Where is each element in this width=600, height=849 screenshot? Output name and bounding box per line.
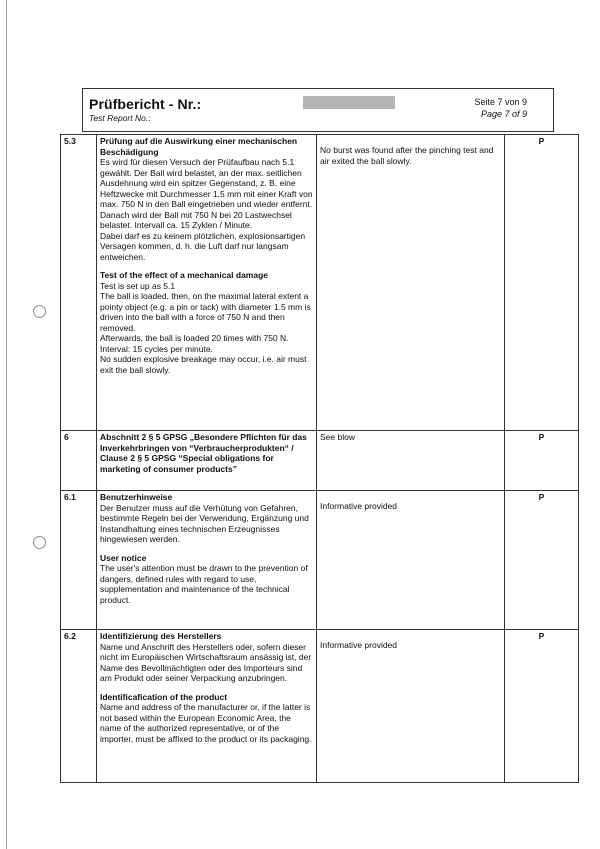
page-number-en: Page 7 of 9 bbox=[480, 109, 527, 119]
requirement-heading-en: User notice bbox=[100, 552, 147, 563]
requirement-heading-en: Identificafication of the product bbox=[100, 691, 228, 702]
table-row bbox=[61, 431, 579, 491]
result-text: Informative provided bbox=[317, 630, 505, 783]
requirement-text-en: The user's attention must be drawn to the prevention of dangers, defined rules with regard to use, supplementation and maintenance of the technical product. bbox=[100, 563, 308, 605]
requirement-text-en: The ball is loaded, then, on the maximal lateral extent a pointy object (e.g. a pin or tack) with diameter 1.5 mm is driven into the ball with a force of 750 N and then removed. bbox=[100, 291, 311, 333]
requirement-heading-de: Identifizierung des Herstellers bbox=[100, 631, 222, 641]
verdict: P bbox=[505, 630, 579, 783]
requirement-heading-en: Test of the effect of a mechanical damage bbox=[100, 270, 268, 280]
punch-hole-top bbox=[33, 305, 46, 318]
table-row bbox=[61, 630, 579, 783]
requirement-text-de: gewählt. Der Ball wird belastet, an der max. seitlichen Ausdehnung wird ein spitzer Gegenstand, z. B. eine Heftzwecke mit Durchmesser 1,5 mm mit einer Kraft von max. 750 N in den Ball eingetrieben und wieder entfernt. Danach wird der Ball mit 750 N bei 20 Lastwechsel belastet. Intervall ca. 15 Zyklen / Minute. bbox=[100, 167, 313, 230]
result-text: No burst was found after the pinching test and air exited the ball slowly. bbox=[317, 135, 505, 431]
clause-number: 6.1 bbox=[61, 491, 97, 630]
requirement-cell bbox=[97, 630, 317, 783]
table-row bbox=[61, 491, 579, 630]
requirement-text-en: Name and address of the manufacturer or, if the latter is not based within the European Economic Area, the name of the authorized representative, or of the importer, must be affixed to the product or its packaging. bbox=[100, 702, 312, 744]
table-row bbox=[61, 135, 579, 431]
verdict: P bbox=[505, 135, 579, 431]
requirement-text-de: Der Benutzer muss auf die Verhütung von Gefahren, bestimmte Regeln bei der Verwendung, Ergänzung und Instandhaltung eines technischen Erzeugnisses hingewiesen werden. bbox=[100, 502, 309, 544]
punch-hole-bottom bbox=[33, 536, 46, 549]
requirement-text-en: Afterwards, the ball is loaded 20 times with 750 N. Interval: 15 cycles per minute. bbox=[100, 333, 289, 354]
report-title: Prüfbericht - Nr.: bbox=[89, 96, 202, 112]
report-table bbox=[60, 134, 579, 783]
requirement-text-de: Es wird für diesen Versuch der Prüfaufbau nach 5.1 bbox=[100, 157, 295, 167]
requirement-text-de: Dabei darf es zu keinem plötzlichen, explosionsartigen Versagen kommen, d. h. die Luft darf nur langsam entweichen. bbox=[100, 230, 306, 262]
report-header bbox=[82, 88, 554, 132]
clause-number: 6.2 bbox=[61, 630, 97, 783]
clause-number: 5.3 bbox=[61, 135, 97, 431]
result-text: Informative provided bbox=[317, 491, 505, 630]
verdict: P bbox=[505, 431, 579, 491]
page-number-de: Seite 7 von 9 bbox=[474, 97, 527, 107]
report-subtitle: Test Report No.: bbox=[89, 113, 151, 123]
requirement-heading-de: Prüfung auf die Auswirkung einer mechanischen Beschädigung bbox=[100, 136, 298, 157]
requirement-cell bbox=[97, 135, 317, 431]
redacted-report-number bbox=[303, 96, 395, 109]
clause-number: 6 bbox=[61, 431, 97, 491]
verdict: P bbox=[505, 491, 579, 630]
requirement-text-en: Test is set up as 5.1 bbox=[100, 280, 176, 291]
result-text: See blow bbox=[317, 431, 505, 491]
requirement-text-de: Name und Anschrift des Herstellers oder, sofern dieser nicht im Europäischen Wirtschaftsraum ansässig ist, der Name des Bevollmächtigten oder des Importeurs sind am Produkt oder seiner Verpackung anzubringen. bbox=[100, 641, 312, 683]
margin-line bbox=[6, 0, 7, 849]
requirement-cell bbox=[97, 491, 317, 630]
requirement-text-en: No sudden explosive breakage may occur, i.e. air must exit the ball slowly. bbox=[100, 354, 307, 375]
requirement-heading-de: Abschnitt 2 § 5 GPSG „Besondere Pflichten für das Inverkehrbringen von “Verbraucherprodukten“ / Clause 2 § 5 GPSG “Special obligations for marketing of consumer products” bbox=[97, 431, 317, 491]
requirement-heading-de: Benutzerhinweise bbox=[100, 492, 173, 502]
